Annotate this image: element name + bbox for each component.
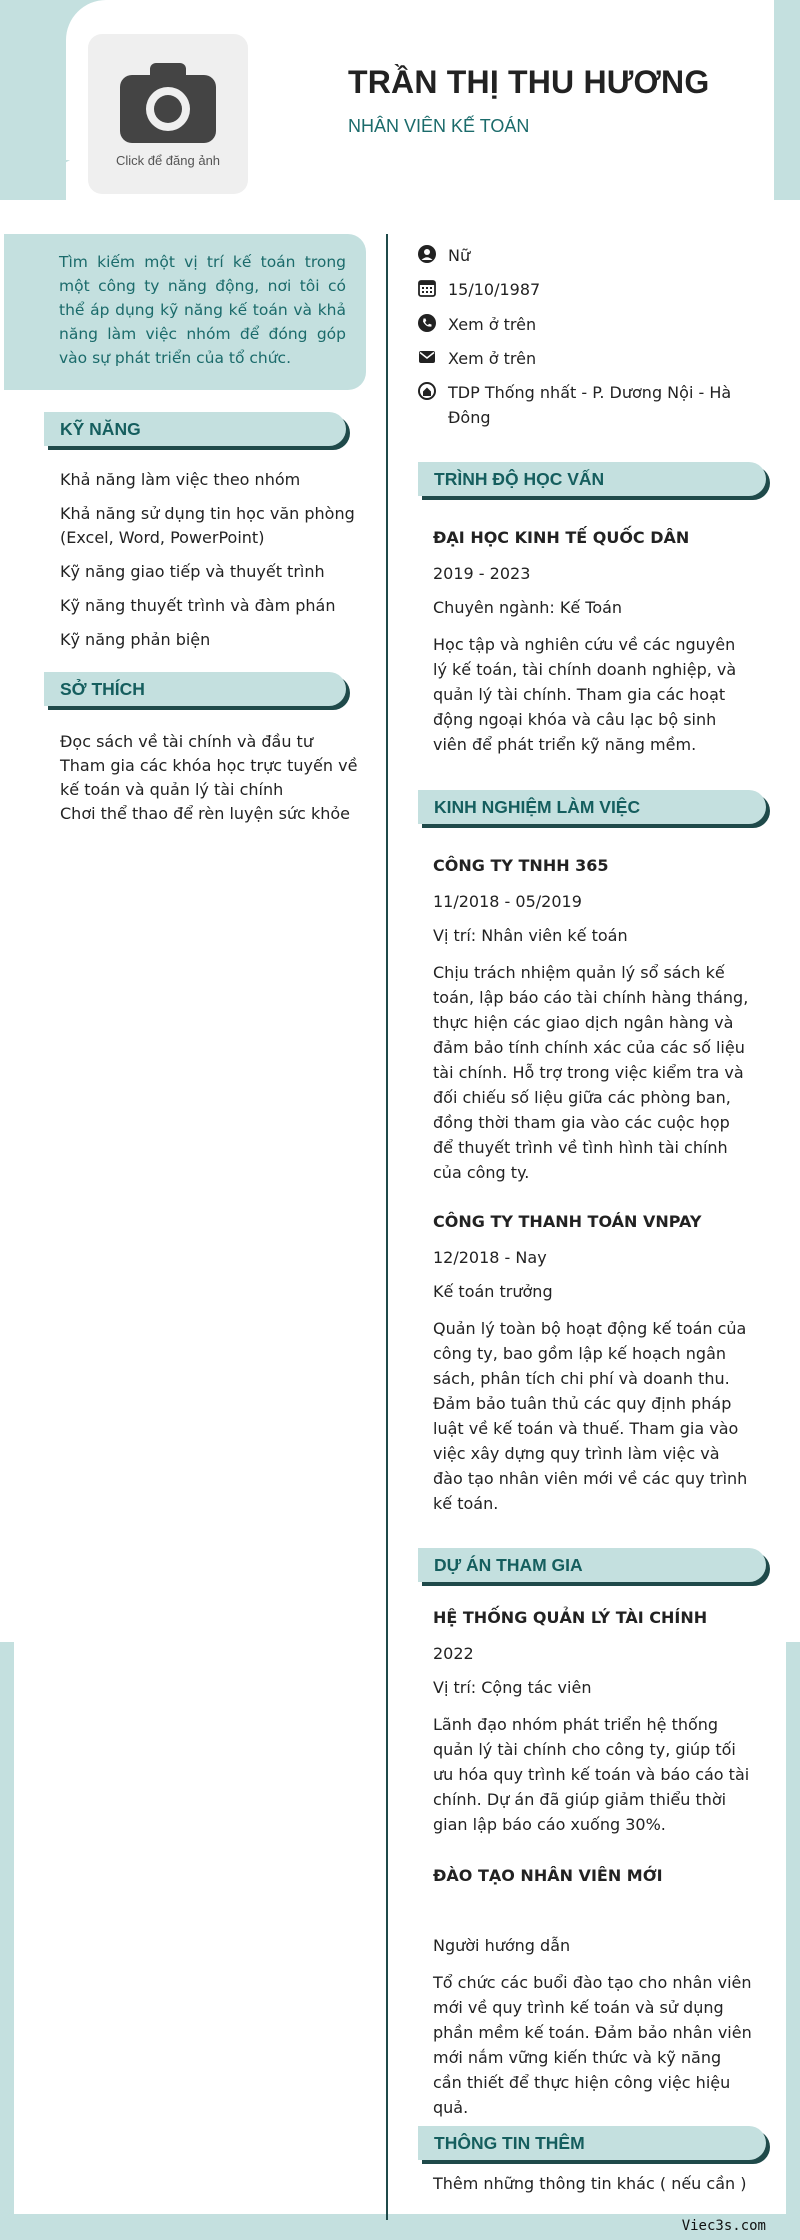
project-name: ĐÀO TẠO NHÂN VIÊN MỚI [433, 1866, 663, 1885]
hobby-item: Tham gia các khóa học trực tuyến về kế toán và quản lý tài chính [60, 756, 358, 799]
candidate-job-title: NHÂN VIÊN KẾ TOÁN [348, 116, 530, 136]
photo-upload-label: Click để đăng ảnh [115, 152, 221, 168]
extra-section-title: THÔNG TIN THÊM [418, 2126, 766, 2160]
job-position: Kế toán trưởng [433, 1282, 553, 1301]
skills-list [60, 468, 360, 652]
left-border-strip [0, 1642, 14, 2240]
footer-band [0, 2214, 800, 2240]
education-description: Học tập và nghiên cứu về các nguyên lý kế toán, tài chính doanh nghiệp, và quản lý tài chính. Tham gia các hoạt động ngoại khóa và câu lạc bộ sinh viên để phát triển kỹ năng mềm. [433, 635, 737, 754]
job-period: 11/2018 - 05/2019 [433, 892, 582, 911]
skill-item: Kỹ năng giao tiếp và thuyết trình [60, 562, 325, 581]
project-name: HỆ THỐNG QUẢN LÝ TÀI CHÍNH [433, 1608, 708, 1627]
column-divider [386, 234, 388, 2220]
email-text: Xem ở trên [448, 349, 537, 368]
person-icon [418, 245, 436, 263]
education-section-title: TRÌNH ĐỘ HỌC VẤN [418, 462, 766, 496]
job-period: 12/2018 - Nay [433, 1248, 547, 1267]
contact-address [418, 380, 748, 430]
job-description: Chịu trách nhiệm quản lý sổ sách kế toán, lập báo cáo tài chính hàng tháng, thực hiện các giao dịch ngân hàng và đảm bảo tính chính xác của các số liệu tài chính. Hỗ trợ trong việc kiểm tra và đối chiếu số liệu giữa các phòng ban, đồng thời tham gia vào các cuộc họp để thuyết trình về tình hình tài chính của công ty. [433, 963, 749, 1182]
project-role: Vị trí: Cộng tác viên [433, 1678, 592, 1697]
career-objective: Tìm kiếm một vị trí kế toán trong một công ty năng động, nơi tôi có thể áp dụng kỹ năng kế toán và khả năng làm việc nhóm để đóng góp vào sự phát triển của tổ chức. [4, 234, 366, 390]
hobby-item: Chơi thể thao để rèn luyện sức khỏe [60, 804, 350, 823]
education-school: ĐẠI HỌC KINH TẾ QUỐC DÂN [433, 528, 690, 547]
job-company: CÔNG TY THANH TOÁN VNPAY [433, 1212, 702, 1231]
photo-upload-button[interactable] [88, 34, 248, 194]
project-year: 2022 [433, 1644, 474, 1663]
gender-text: Nữ [448, 246, 471, 265]
hobby-item: Đọc sách về tài chính và đầu tư [60, 732, 313, 751]
header-right-strip [774, 0, 800, 200]
right-border-strip [786, 1642, 800, 2240]
contact-dob [418, 277, 768, 302]
phone-text: Xem ở trên [448, 315, 537, 334]
job-position: Vị trí: Nhân viên kế toán [433, 926, 628, 945]
project-description: Lãnh đạo nhóm phát triển hệ thống quản lý tài chính cho công ty, giúp tối ưu hóa quy trình kế toán và báo cáo tài chính. Dự án đã giúp giảm thiểu thời gian lập báo cáo xuống 30%. [433, 1715, 750, 1834]
extra-info-text: Thêm những thông tin khác ( nếu cần ) [433, 2174, 747, 2193]
home-icon [418, 382, 436, 400]
address-text: TDP Thống nhất - P. Dương Nội - Hà Đông [448, 383, 732, 427]
skill-item: Khả năng sử dụng tin học văn phòng (Excel, Word, PowerPoint) [60, 504, 355, 547]
skill-item: Kỹ năng phản biện [60, 630, 211, 649]
project-role: Người hướng dẫn [433, 1936, 571, 1955]
candidate-name: TRẦN THỊ THU HƯƠNG [348, 64, 710, 100]
camera-icon [120, 61, 216, 145]
contact-gender [418, 243, 768, 268]
job-company: CÔNG TY TNHH 365 [433, 856, 609, 875]
projects-section-title: DỰ ÁN THAM GIA [418, 1548, 766, 1582]
skill-item: Kỹ năng thuyết trình và đàm phán [60, 596, 336, 615]
skills-section-title: KỸ NĂNG [44, 412, 346, 446]
header-corner-triangle [0, 160, 70, 200]
dob-text: 15/10/1987 [448, 280, 541, 299]
hobbies-list [60, 730, 360, 826]
contact-email [418, 346, 768, 371]
contact-phone [418, 312, 768, 337]
envelope-icon [418, 348, 436, 366]
phone-icon [418, 314, 436, 332]
education-major: Chuyên ngành: Kế Toán [433, 598, 623, 617]
experience-section-title: KINH NGHIỆM LÀM VIỆC [418, 790, 766, 824]
footer-brand: Viec3s.com [681, 2218, 766, 2234]
job-description: Quản lý toàn bộ hoạt động kế toán của công ty, bao gồm lập kế hoạch ngân sách, phân tích chi phí và doanh thu. Đảm bảo tuân thủ các quy định pháp luật về kế toán và thuế. Tham gia vào việc xây dựng quy trình làm việc và đào tạo nhân viên mới về các quy trình kế toán. [433, 1319, 748, 1513]
skill-item: Khả năng làm việc theo nhóm [60, 470, 301, 489]
hobbies-section-title: SỞ THÍCH [44, 672, 346, 706]
education-period: 2019 - 2023 [433, 564, 531, 583]
calendar-icon [418, 279, 436, 297]
project-description: Tổ chức các buổi đào tạo cho nhân viên mới về quy trình kế toán và sử dụng phần mềm kế toán. Đảm bảo nhân viên mới nắm vững kiến thức và kỹ năng cần thiết để thực hiện công việc hiệu quả. [433, 1973, 752, 2117]
